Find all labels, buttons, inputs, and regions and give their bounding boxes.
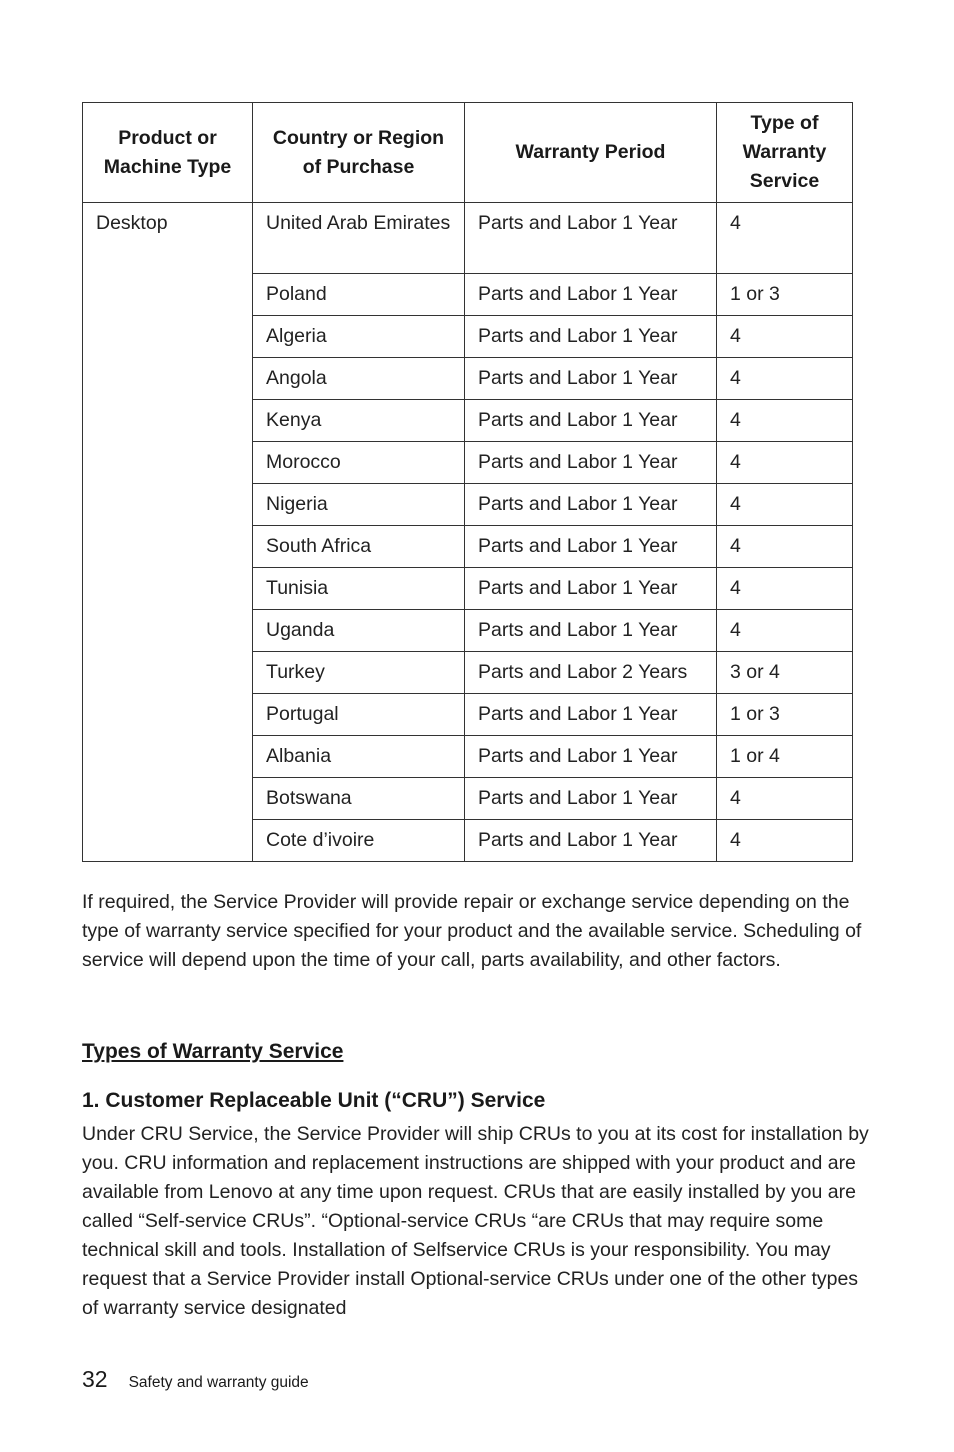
product-cell: Desktop	[83, 203, 253, 862]
cru-subheading: 1. Customer Replaceable Unit (“CRU”) Service	[82, 1089, 546, 1112]
period-cell: Parts and Labor 1 Year	[465, 274, 717, 316]
country-cell: Nigeria	[253, 484, 465, 526]
period-cell: Parts and Labor 1 Year	[465, 568, 717, 610]
service-type-cell: 4	[717, 820, 853, 862]
service-type-cell: 4	[717, 442, 853, 484]
header-period: Warranty Period	[465, 103, 717, 203]
country-cell: United Arab Emirates	[253, 203, 465, 274]
service-type-cell: 1 or 4	[717, 736, 853, 778]
period-cell: Parts and Labor 1 Year	[465, 526, 717, 568]
service-type-cell: 4	[717, 526, 853, 568]
service-type-cell: 4	[717, 778, 853, 820]
country-cell: Uganda	[253, 610, 465, 652]
period-cell: Parts and Labor 1 Year	[465, 484, 717, 526]
header-service-type: Type of Warranty Service	[717, 103, 853, 203]
period-cell: Parts and Labor 1 Year	[465, 203, 717, 274]
period-cell: Parts and Labor 1 Year	[465, 442, 717, 484]
period-cell: Parts and Labor 1 Year	[465, 778, 717, 820]
country-cell: Portugal	[253, 694, 465, 736]
country-cell: Angola	[253, 358, 465, 400]
country-cell: Kenya	[253, 400, 465, 442]
service-type-cell: 4	[717, 610, 853, 652]
period-cell: Parts and Labor 1 Year	[465, 400, 717, 442]
warranty-table	[82, 102, 853, 862]
service-type-cell: 4	[717, 203, 853, 274]
table-header-row	[83, 103, 853, 203]
period-cell: Parts and Labor 2 Years	[465, 652, 717, 694]
period-cell: Parts and Labor 1 Year	[465, 736, 717, 778]
country-cell: Turkey	[253, 652, 465, 694]
country-cell: South Africa	[253, 526, 465, 568]
service-type-cell: 4	[717, 568, 853, 610]
service-type-cell: 1 or 3	[717, 274, 853, 316]
service-type-cell: 4	[717, 316, 853, 358]
guide-title: Safety and warranty guide	[128, 1374, 309, 1391]
country-cell: Albania	[253, 736, 465, 778]
header-country: Country or Region of Purchase	[253, 103, 465, 203]
country-cell: Algeria	[253, 316, 465, 358]
page-footer	[82, 1366, 309, 1393]
service-paragraph: If required, the Service Provider will provide repair or exchange service depending on the type of warranty service specified for your product and the available service. Scheduling of service will depend upon the time of your call, parts availability, and other factors.	[82, 891, 862, 971]
section-heading: Types of Warranty Service	[82, 1040, 344, 1063]
period-cell: Parts and Labor 1 Year	[465, 358, 717, 400]
table-body	[83, 203, 853, 862]
period-cell: Parts and Labor 1 Year	[465, 316, 717, 358]
service-type-cell: 4	[717, 358, 853, 400]
service-type-cell: 3 or 4	[717, 652, 853, 694]
period-cell: Parts and Labor 1 Year	[465, 610, 717, 652]
country-cell: Tunisia	[253, 568, 465, 610]
country-cell: Cote d’ivoire	[253, 820, 465, 862]
table-row	[83, 203, 853, 274]
country-cell: Morocco	[253, 442, 465, 484]
country-cell: Poland	[253, 274, 465, 316]
period-cell: Parts and Labor 1 Year	[465, 820, 717, 862]
country-cell: Botswana	[253, 778, 465, 820]
service-type-cell: 1 or 3	[717, 694, 853, 736]
header-product: Product or Machine Type	[83, 103, 253, 203]
service-type-cell: 4	[717, 400, 853, 442]
warranty-table-container	[82, 102, 852, 862]
service-type-cell: 4	[717, 484, 853, 526]
period-cell: Parts and Labor 1 Year	[465, 694, 717, 736]
page-number: 32	[82, 1366, 108, 1392]
cru-paragraph: Under CRU Service, the Service Provider will ship CRUs to you at its cost for installation by you. CRU information and replacement instructions are shipped with your product and are available from Lenovo at any time upon request. CRUs that are easily installed by you are called “Self-service CRUs”. “Optional-service CRUs “are CRUs that may require some technical skill and tools. Installation of Selfservice CRUs is your responsibility. You may request that a Service Provider install Optional-service CRUs under one of the other types of warranty service designated	[82, 1123, 869, 1319]
